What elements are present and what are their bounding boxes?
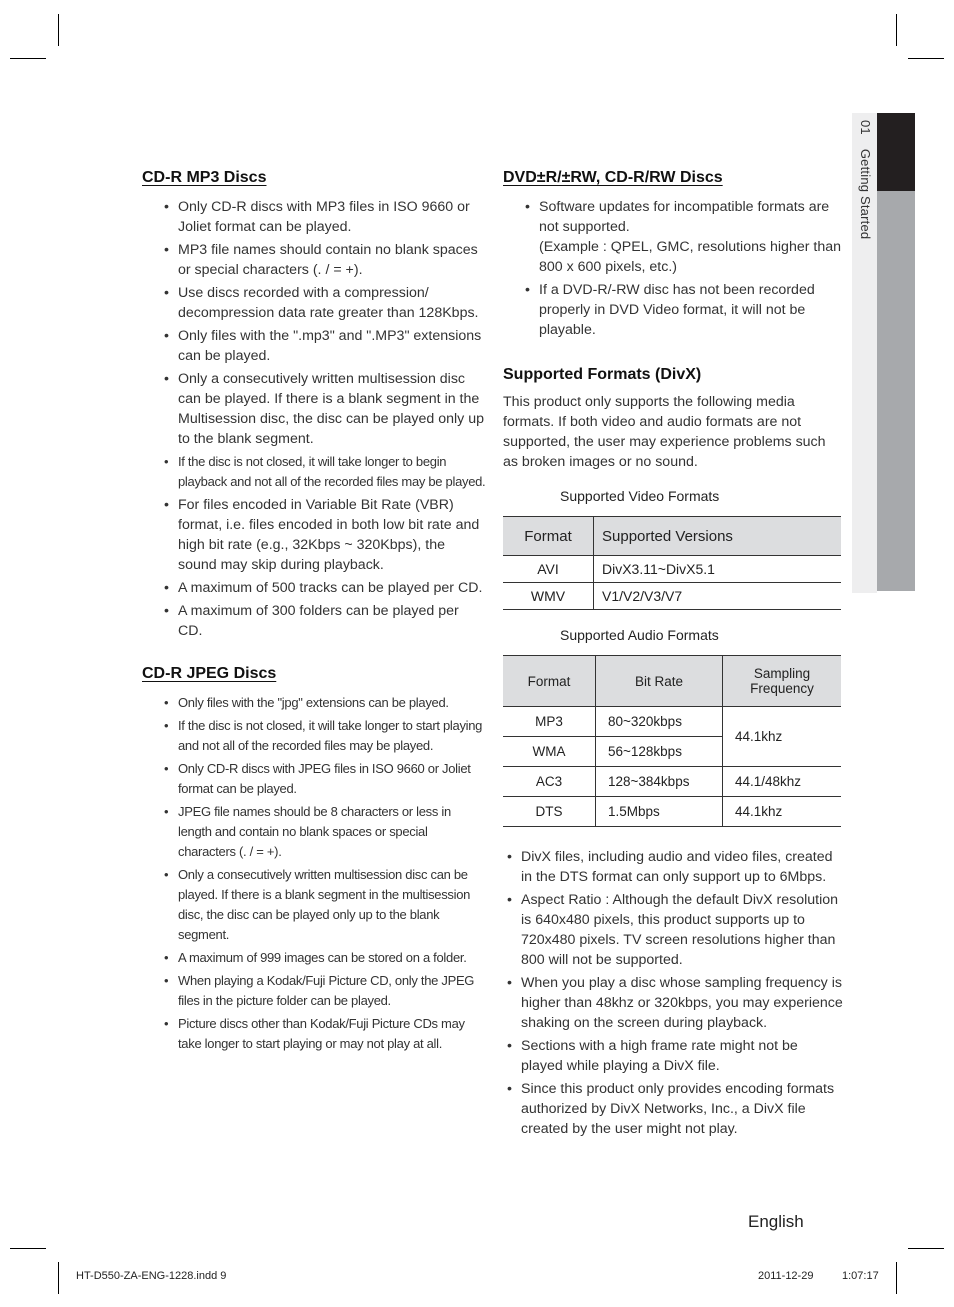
list-item: • Use discs recorded with a compression/ decompression data rate greater than 128Kbps. [164, 283, 487, 323]
table-cell: DivX3.11~DivX5.1 [594, 556, 842, 583]
table-row [503, 556, 841, 583]
list-item: • A maximum of 300 folders can be played per CD. [164, 601, 487, 641]
right-column [503, 169, 843, 1142]
list-item: • If the disc is not closed, it will take longer to start playing and not all of the recorded files may be played. [164, 716, 487, 756]
jpeg-section-title: CD-R JPEG Discs [142, 665, 277, 682]
list-item: • A maximum of 500 tracks can be played per CD. [164, 578, 487, 598]
table-cell: 56~128kbps [596, 737, 723, 767]
list-item: • Only a consecutively written multisession disc can be played. If there is a blank segment in the multisession disc, the disc can be played only up to the blank segment. [164, 865, 487, 945]
crop-mark [896, 1262, 897, 1294]
table-header: Bit Rate [596, 656, 723, 707]
list-item: • JPEG file names should be 8 characters or less in length and contain no blank spaces or special characters (. / = +). [164, 802, 487, 862]
table-cell: AC3 [503, 767, 596, 797]
table-cell: DTS [503, 797, 596, 827]
list-item: • Only files with the "jpg" extensions can be played. [164, 693, 487, 713]
table-header: Format [503, 656, 596, 707]
jpeg-list [164, 693, 487, 1054]
crop-mark [908, 58, 944, 59]
print-date: 2011-12-29 [758, 1270, 814, 1282]
table-cell: WMV [503, 583, 594, 610]
video-formats-table [503, 516, 841, 610]
table-header: Supported Versions [594, 517, 842, 556]
table-cell: 128~384kbps [596, 767, 723, 797]
table-cell: 44.1/48khz [723, 767, 842, 797]
list-item: • Only a consecutively written multisession disc can be played. If there is a blank segment in the Multisession disc, the disc can be played only up to the blank segment. [164, 369, 487, 449]
chapter-number: 01 [858, 120, 873, 135]
list-item: • Only files with the ".mp3" and ".MP3" extensions can be played. [164, 326, 487, 366]
list-item: • If a DVD-R/-RW disc has not been recorded properly in DVD Video format, it will not be playable. [525, 280, 843, 340]
list-item: • DivX files, including audio and video files, created in the DTS format can only support up to 6Mbps. [507, 847, 843, 887]
divx-section-title: Supported Formats (DivX) [503, 366, 702, 383]
list-item: • Aspect Ratio : Although the default DivX resolution is 640x480 pixels, this product supports up to 720x480 pixels. TV screen resolutions higher than 800 will not be supported. [507, 890, 843, 970]
crop-mark [10, 58, 46, 59]
table-cell: 80~320kbps [596, 707, 723, 737]
list-item: • MP3 file names should contain no blank spaces or special characters (. / = +). [164, 240, 487, 280]
file-name: HT-D550-ZA-ENG-1228.indd 9 [76, 1270, 227, 1282]
divx-notes-list [507, 847, 843, 1139]
table-row [503, 583, 841, 610]
list-item: • Only CD-R discs with MP3 files in ISO 9660 or Joliet format can be played. [164, 197, 487, 237]
table-row [503, 797, 841, 827]
crop-mark [896, 14, 897, 46]
table-cell: AVI [503, 556, 594, 583]
audio-formats-caption: Supported Audio Formats [560, 627, 719, 643]
list-item [525, 197, 843, 277]
table-cell: 1.5Mbps [596, 797, 723, 827]
video-formats-caption: Supported Video Formats [560, 488, 720, 504]
table-header: Format [503, 517, 594, 556]
list-item: • Sections with a high frame rate might not be played while playing a DivX file. [507, 1036, 843, 1076]
dvd-section-title: DVD±R/±RW, CD-R/RW Discs [503, 169, 723, 186]
table-row [503, 707, 841, 737]
chapter-title: Getting Started [858, 148, 873, 240]
crop-mark [58, 14, 59, 46]
table-cell: WMA [503, 737, 596, 767]
list-item: • Since this product only provides encoding formats authorized by DivX Networks, Inc., a DivX file created by the user might not play. [507, 1079, 843, 1139]
chapter-label [858, 120, 873, 253]
list-item: • For files encoded in Variable Bit Rate (VBR) format, i.e. files encoded in both low bit rate and high bit rate (e.g., 32Kbps ~ 320Kbps), the sound may skip during playback. [164, 495, 487, 575]
divx-intro: This product only supports the following media formats. If both video and audio formats are not supported, the user may experience problems such as broken images or no sound. [503, 394, 826, 470]
audio-formats-table [503, 655, 841, 827]
list-item: • Only CD-R discs with JPEG files in ISO 9660 or Joliet format can be played. [164, 759, 487, 799]
crop-mark [908, 1248, 944, 1249]
dvd-item-example: (Example : QPEL, GMC, resolutions higher than 800 x 600 pixels, etc.) [539, 239, 842, 275]
table-cell: 44.1khz [723, 707, 842, 767]
crop-mark [58, 1262, 59, 1294]
page-language: English [748, 1212, 804, 1231]
mp3-section-title: CD-R MP3 Discs [142, 169, 267, 186]
mp3-list [164, 197, 487, 641]
list-item: • When you play a disc whose sampling frequency is higher than 48khz or 320kbps, you may experience shaking on the screen during playback. [507, 973, 843, 1033]
list-item: • Picture discs other than Kodak/Fuji Picture CDs may take longer to start playing or may not play at all. [164, 1014, 487, 1054]
left-column [142, 169, 487, 1057]
table-row [503, 767, 841, 797]
table-cell: V1/V2/V3/V7 [594, 583, 842, 610]
list-item: • If the disc is not closed, it will take longer to begin playback and not all of the recorded files may be played. [164, 452, 487, 492]
dvd-list [525, 197, 843, 340]
list-item: • When playing a Kodak/Fuji Picture CD, only the JPEG files in the picture folder can be played. [164, 971, 487, 1011]
table-header: Sampling Frequency [723, 656, 842, 707]
table-cell: MP3 [503, 707, 596, 737]
print-time: 1:07:17 [842, 1270, 879, 1282]
crop-mark [10, 1248, 46, 1249]
table-cell: 44.1khz [723, 797, 842, 827]
dvd-item-text: Software updates for incompatible formats are not supported. [539, 199, 830, 235]
list-item: • A maximum of 999 images can be stored on a folder. [164, 948, 487, 968]
